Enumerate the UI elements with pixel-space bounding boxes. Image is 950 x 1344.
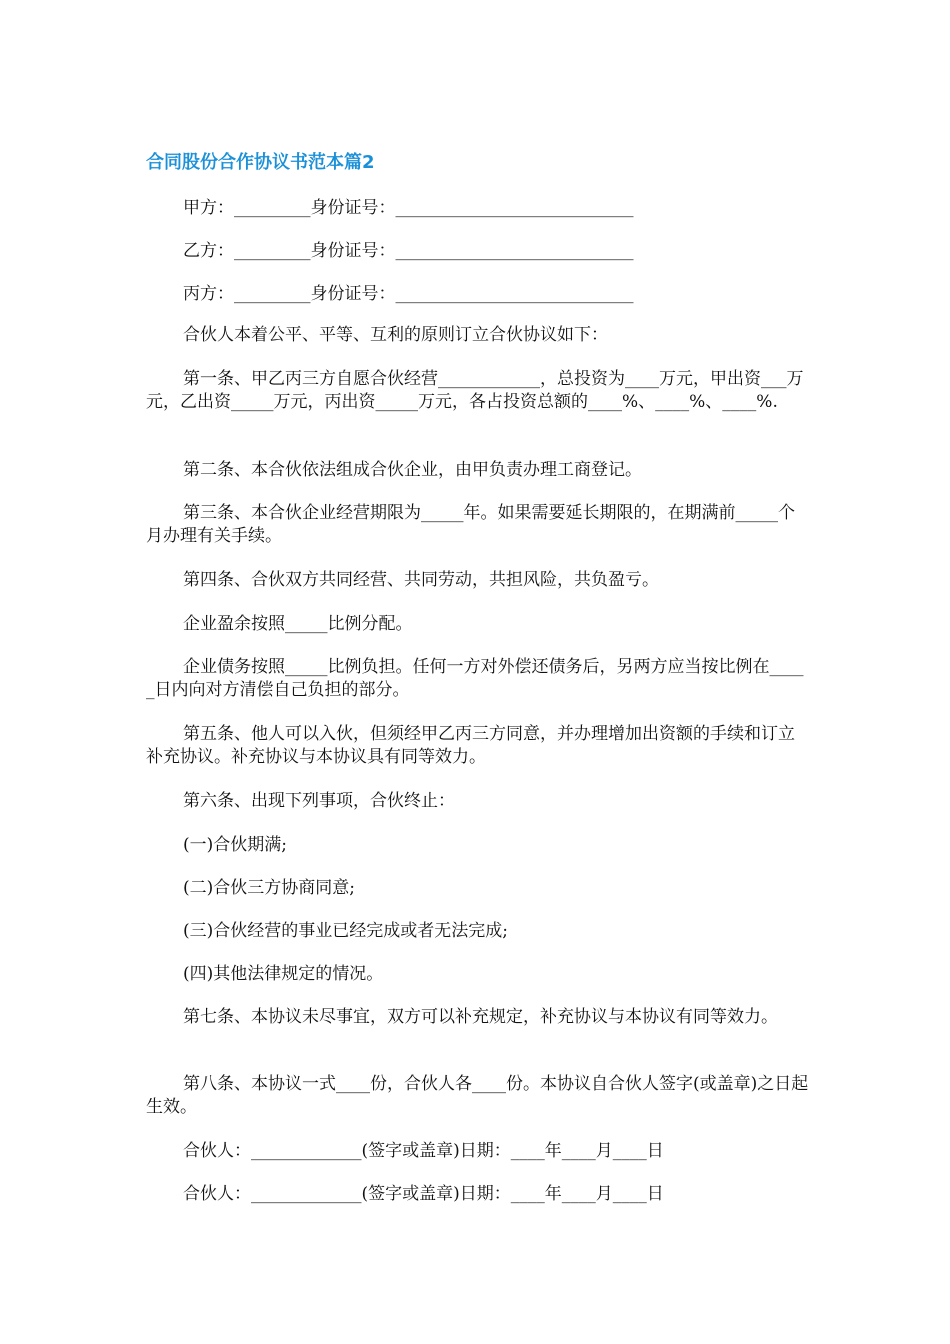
article-2-paragraph: 第二条、本合伙依法组成合伙企业，由甲负责办理工商登记。 xyxy=(183,460,642,480)
article-1-paragraph: 第一条、甲乙丙三方自愿合伙经营____________，总投资为____万元，甲出资___万元，乙出资_____万元，丙出资_____万元，各占投资总额的____%、____%、____%. xyxy=(146,369,804,412)
partner-signature-line-2: 合伙人：_____________(签字或盖章)日期：____年____月____日 xyxy=(183,1184,664,1204)
preamble-paragraph: 合伙人本着公平、平等、互利的原则订立合伙协议如下： xyxy=(183,325,608,345)
termination-item-4: (四)其他法律规定的情况。 xyxy=(183,964,384,984)
debt-sharing-paragraph: 企业债务按照_____比例负担。任何一方对外偿还债务后，另两方应当按比例在_____日内向对方清偿自己负担的部分。 xyxy=(146,657,804,700)
party-a-line: 甲方：_________身份证号：____________________________ xyxy=(183,198,634,218)
article-3-paragraph: 第三条、本合伙企业经营期限为_____年。如果需要延长期限的，在期满前_____个月办理有关手续。 xyxy=(146,503,795,546)
document-title: 合同股份合作协议书范本篇2 xyxy=(146,152,375,173)
article-4-paragraph: 第四条、合伙双方共同经营、共同劳动，共担风险，共负盈亏。 xyxy=(183,570,659,590)
termination-item-1: (一)合伙期满; xyxy=(183,835,287,855)
profit-distribution-paragraph: 企业盈余按照_____比例分配。 xyxy=(183,614,413,634)
partner-signature-line-1: 合伙人：_____________(签字或盖章)日期：____年____月____日 xyxy=(183,1141,664,1161)
termination-item-3: (三)合伙经营的事业已经完成或者无法完成; xyxy=(183,921,508,941)
party-b-line: 乙方：_________身份证号：____________________________ xyxy=(183,241,634,261)
party-c-line: 丙方：_________身份证号：____________________________ xyxy=(183,284,634,304)
termination-item-2: (二)合伙三方协商同意; xyxy=(183,878,355,898)
article-6-paragraph: 第六条、出现下列事项，合伙终止： xyxy=(183,791,455,811)
article-8-paragraph: 第八条、本协议一式____份，合伙人各____份。本协议自合伙人签字(或盖章)之日起生效。 xyxy=(146,1074,809,1117)
article-5-paragraph: 第五条、他人可以入伙，但须经甲乙丙三方同意，并办理增加出资额的手续和订立补充协议。补充协议与本协议具有同等效力。 xyxy=(146,724,795,767)
article-7-paragraph: 第七条、本协议未尽事宜，双方可以补充规定，补充协议与本协议有同等效力。 xyxy=(183,1007,778,1027)
